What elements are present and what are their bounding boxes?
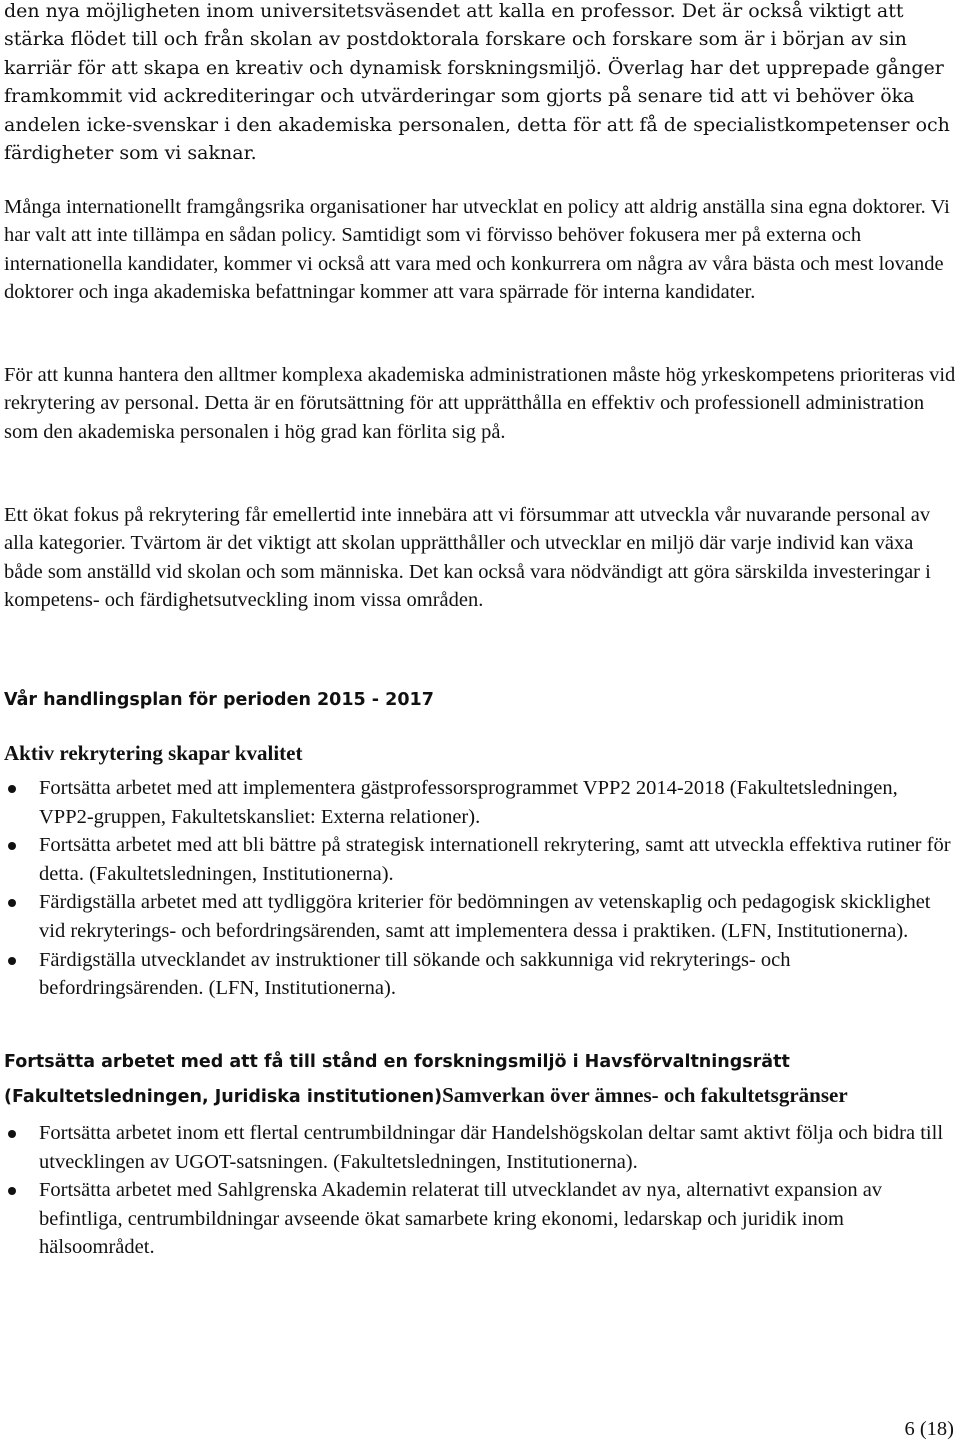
bullet-icon: [8, 1187, 16, 1195]
paragraph-4: Ett ökat fokus på rekrytering får emellertid inte innebära att vi försummar att utveckla vår nuvarande personal av alla kategorier. Tvärtom är det viktigt att skolan upprätthåller och utvecklar en miljö där varje individ kan växa både som anställd vid skolan och som människa. Det kan också vara nödvändigt att göra särskilda investeringar i kompetens- och färdighetsutveckling inom vissa områden.: [4, 504, 931, 612]
list-item: Fortsätta arbetet med att implementera gästprofessorsprogrammet VPP2 2014-2018 (Fakultetsledningen, VPP2-gruppen, Fakultetskansliet: Externa relationer).: [4, 774, 956, 831]
paragraph-3: För att kunna hantera den alltmer komplexa akademiska administrationen måste hög yrkeskompetens prioriteras vid rekrytering av personal. Detta är en förutsättning för att upprätthålla en effektiv och professionell administration som den akademiska personalen i hög grad kan förlita sig på.: [4, 364, 956, 443]
responsible-parties: (Fakultetsledningen, Juridiska institutionen): [4, 1087, 443, 1107]
plan-heading: Vår handlingsplan för perioden 2015 - 2017: [4, 690, 434, 710]
collaboration-heading-line: [4, 1083, 848, 1108]
list-item: Färdigställa arbetet med att tydliggöra kriterier för bedömningen av vetenskaplig och pedagogisk skicklighet vid rekryterings- och befordringsärenden, samt att implementera dessa i praktiken. (LFN, Institutionerna).: [4, 888, 956, 945]
bullet-icon: [8, 899, 16, 907]
recruitment-bullet-list: [4, 774, 956, 1003]
bullet-icon: [8, 785, 16, 793]
list-item: Fortsätta arbetet med att bli bättre på strategisk internationell rekrytering, samt att utveckla effektiva rutiner för detta. (Fakultetsledningen, Institutionerna).: [4, 831, 956, 888]
list-item: Färdigställa utvecklandet av instruktioner till sökande och sakkunniga vid rekryterings- och befordringsärenden. (LFN, Institutionerna).: [4, 946, 956, 1003]
bullet-icon: [8, 842, 16, 850]
paragraph-1: den nya möjligheten inom universitetsväsendet att kalla en professor. Det är också viktigt att stärka flödet till och från skolan av postdoktorala forskare och forskare som är i början av sin karriär för att skapa en kreativ och dynamisk forskningsmiljö. Överlag har det upprepade gånger framkommit vid ackrediteringar och utvärderingar som gjorts på senare tid att vi behöver öka andelen icke-svenskar i den akademiska personalen, detta för att få de specialistkompetenser och färdigheter som vi saknar.: [4, 0, 950, 165]
bullet-icon: [8, 957, 16, 965]
havsforvaltning-heading: Fortsätta arbetet med att få till stånd en forskningsmiljö i Havsförvaltningsrätt: [4, 1052, 790, 1072]
list-item: Fortsätta arbetet med Sahlgrenska Akademin relaterat till utvecklandet av nya, alternativt expansion av befintliga, centrumbildningar avseende ökat samarbete kring ekonomi, ledarskap och juridik inom hälsoområdet.: [4, 1176, 956, 1262]
paragraph-2: Många internationellt framgångsrika organisationer har utvecklat en policy att aldrig anställa sina egna doktorer. Vi har valt att inte tillämpa en sådan policy. Samtidigt som vi förvisso behöver fokusera mer på externa och internationella kandidater, kommer vi också att vara med och konkurrera om några av våra bästa och mest lovande doktorer och inga akademiska befattningar kommer att vara spärrade för interna kandidater.: [4, 196, 950, 304]
list-item: Fortsätta arbetet inom ett flertal centrumbildningar där Handelshögskolan deltar samt aktivt följa och bidra till utvecklingen av UGOT-satsningen. (Fakultetsledningen, Institutionerna).: [4, 1119, 956, 1176]
page-number: 6 (18): [904, 1418, 954, 1440]
section-heading-recruitment: Aktiv rekrytering skapar kvalitet: [4, 741, 303, 765]
bullet-icon: [8, 1130, 16, 1138]
section-heading-collaboration: Samverkan över ämnes- och fakultetsgränser: [442, 1083, 848, 1107]
collaboration-bullet-list: [4, 1119, 956, 1262]
